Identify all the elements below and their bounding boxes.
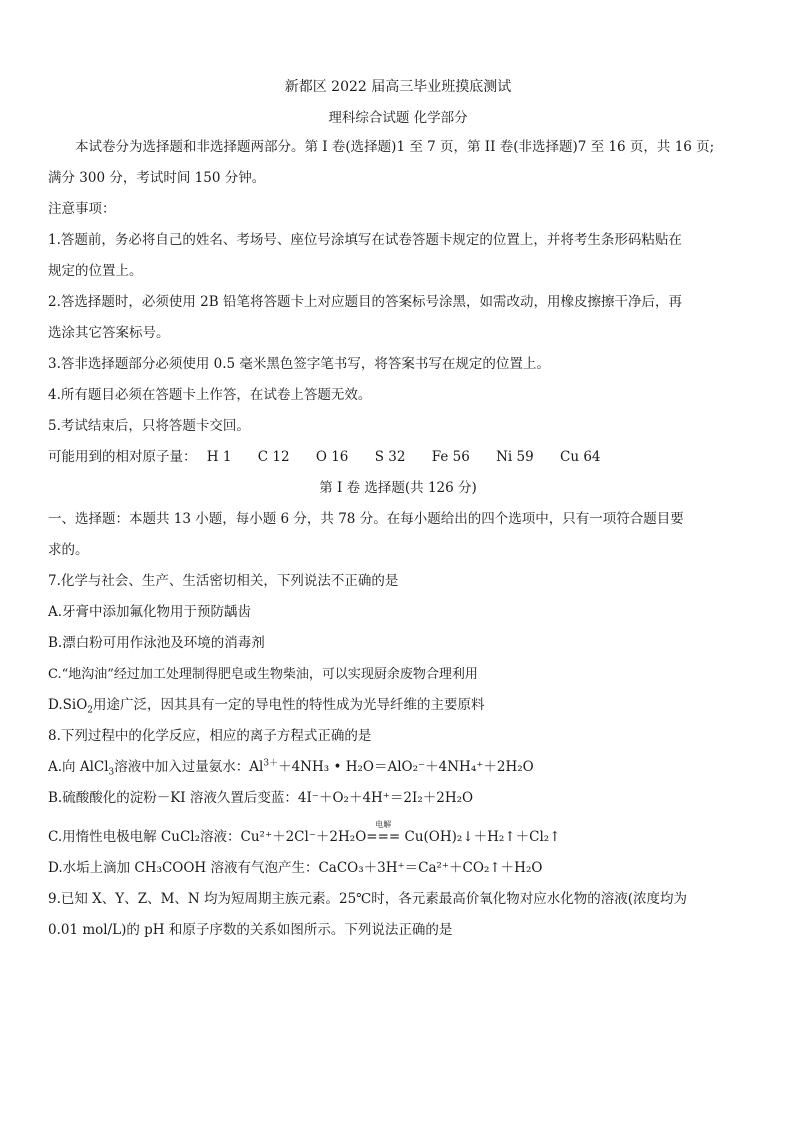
q7-option-b: B.漂白粉可用作泳池及环境的消毒剂 bbox=[48, 635, 265, 651]
atomic-mass-row bbox=[48, 448, 748, 467]
q7-stem: 7.化学与社会、生产、生活密切相关，下列说法不正确的是 bbox=[48, 573, 399, 589]
q8-option-b: B.硫酸酸化的淀粉－KI 溶液久置后变蓝：4I⁻＋O₂＋4H⁺＝2I₂＋2H₂O bbox=[48, 790, 474, 806]
section-title: 第 I 卷 选择题(共 126 分) bbox=[319, 480, 477, 496]
q7-option-d-post: 用途广泛，因其具有一定的导电性的特性成为光导纤维的主要原料 bbox=[93, 697, 485, 713]
atomic-mass-fe: Fe 56 bbox=[431, 449, 470, 465]
note-item-2: 2.答选择题时，必须使用 2B 铅笔将答题卡上对应题目的答案标号涂黑，如需改动，用橡皮擦擦干净后，再 bbox=[48, 294, 682, 310]
atomic-mass-o: O 16 bbox=[315, 449, 349, 465]
q9-stem-cont: 0.01 mol/L)的 pH 和原子序数的关系如图所示。下列说法正确的是 bbox=[48, 922, 453, 938]
note-item-3: 3.答非选择题部分必须使用 0.5 毫米黑色签字笔书写，将答案书写在规定的位置上。 bbox=[48, 356, 550, 372]
atomic-mass-h: H 1 bbox=[206, 449, 232, 465]
section-instruction: 一、选择题：本题共 13 小题，每小题 6 分，共 78 分。在每小题给出的四个选项中，只有一项符合题目要 bbox=[48, 511, 684, 527]
note-item-2-cont: 选涂其它答案标号。 bbox=[48, 325, 170, 341]
intro-paragraph: 本试卷分为选择题和非选择题两部分。第 I 卷(选择题)1 至 7 页，第 II 卷(非选择题)7 至 16 页，共 16 页; bbox=[75, 139, 715, 155]
atomic-mass-cu: Cu 64 bbox=[560, 449, 601, 465]
intro-paragraph-cont: 满分 300 分，考试时间 150 分钟。 bbox=[48, 170, 266, 186]
note-item-5: 5.考试结束后，只将答题卡交回。 bbox=[48, 418, 250, 434]
electrolysis-condition: 电解 bbox=[375, 820, 392, 829]
note-item-4: 4.所有题目必须在答题卡上作答，在试卷上答题无效。 bbox=[48, 387, 372, 403]
atomic-mass-c: C 12 bbox=[257, 449, 290, 465]
exam-subtitle: 理科综合试题 化学部分 bbox=[328, 110, 468, 126]
exam-page bbox=[48, 78, 748, 952]
q8-option-c-post: Cu(OH)₂↓＋H₂↑＋Cl₂↑ bbox=[404, 829, 561, 845]
note-item-1-cont: 规定的位置上。 bbox=[48, 263, 143, 279]
q7-option-d-pre: D.SiO bbox=[48, 697, 88, 713]
electrolysis-arrow bbox=[366, 820, 401, 847]
section-instruction-cont: 求的。 bbox=[48, 542, 89, 558]
q7-option-a: A.牙膏中添加氟化物用于预防龋齿 bbox=[48, 604, 252, 620]
q8-option-a: A.向 AlCl$_3$溶液中加入过量氨水：$Al^{3+}+4NH_3$ • H₂O＝AlO₂⁻＋4NH₄⁺＋2H₂O bbox=[48, 758, 534, 778]
q8-option-c-prefix: C.用惰性电极电解 CuCl₂溶液：Cu²⁺＋2Cl⁻＋2H₂O bbox=[48, 829, 367, 845]
q7-option-d-sub: 2 bbox=[87, 705, 94, 716]
atomic-mass-ni: Ni 59 bbox=[496, 449, 534, 465]
q8-option-a-prefix: A.向 AlCl bbox=[48, 759, 109, 775]
notes-heading: 注意事项： bbox=[48, 201, 116, 217]
atomic-mass-s: S 32 bbox=[374, 449, 406, 465]
q7-option-d bbox=[48, 696, 748, 715]
note-item-1: 1.答题前，务必将自己的姓名、考场号、座位号涂填写在试卷答题卡规定的位置上，并将考生条形码粘贴在 bbox=[48, 232, 682, 248]
atomic-mass-label: 可能用到的相对原子量： bbox=[48, 449, 197, 465]
q8-option-d: D.水垢上滴加 CH₃COOH 溶液有气泡产生：CaCO₃＋3H⁺＝Ca²⁺＋CO₂↑＋H₂O bbox=[48, 860, 543, 876]
q8-stem: 8.下列过程中的化学反应，相应的离子方程式正确的是 bbox=[48, 728, 372, 744]
electrolysis-equals: === bbox=[366, 829, 401, 845]
q8-option-a-eq: ＋4NH₃ • H₂O＝AlO₂⁻＋4NH₄⁺＋2H₂O bbox=[278, 759, 534, 775]
q9-stem: 9.已知 X、Y、Z、M、N 均为短周期主族元素。25℃时，各元素最高价氧化物对应水化物的溶液(浓度均为 bbox=[48, 891, 688, 907]
q7-option-c: C.“地沟油”经过加工处理制得肥皂或生物柴油，可以实现厨余废物合理利用 bbox=[48, 667, 478, 682]
q8-option-a-mid: 溶液中加入过量氨水：Al bbox=[114, 759, 264, 775]
exam-title: 新都区 2022 届高三毕业班摸底测试 bbox=[284, 79, 512, 95]
q8-option-c bbox=[48, 820, 748, 847]
